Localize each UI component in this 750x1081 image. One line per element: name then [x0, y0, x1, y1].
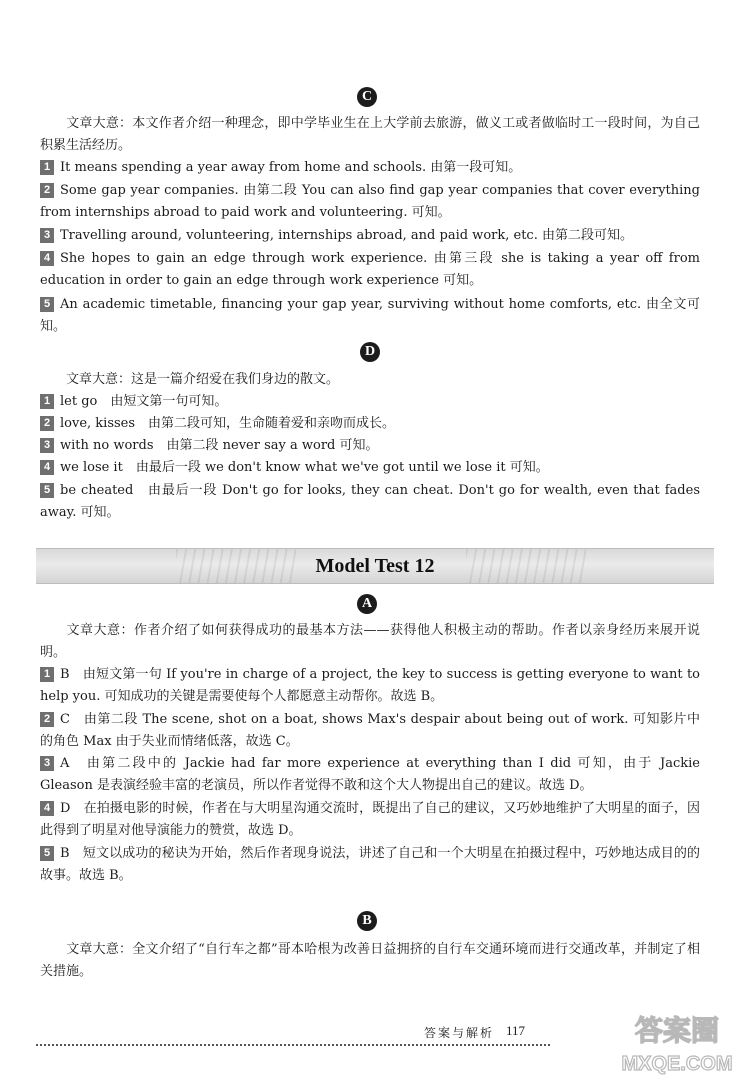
footer-section-label: 答案与解析 [424, 1026, 495, 1040]
answer-number: 1 [40, 160, 54, 175]
answer-item [40, 294, 700, 338]
summary-label: 文章大意： [66, 623, 134, 638]
answer-text: It means spending a year away from home and schools. 由第一段可知。 [60, 160, 522, 175]
page-number: 117 [506, 1023, 526, 1038]
answer-item [40, 248, 700, 292]
answer-item [40, 225, 700, 247]
answer-text: with no words 由第二段 never say a word 可知。 [60, 438, 379, 453]
answer-number: 2 [40, 712, 54, 727]
section-a-badge: A [357, 594, 377, 614]
watermark-text-top: 答案圈 [634, 1014, 720, 1047]
answer-text: Some gap year companies. 由第二段 You can also find gap year companies that cover everything from internships abroad to paid work and volunteering. 可知。 [40, 183, 700, 220]
answer-item [40, 798, 700, 842]
section-c-summary [40, 113, 700, 157]
answer-item [40, 157, 700, 179]
summary-label: 文章大意： [66, 942, 133, 957]
answer-number: 4 [40, 801, 54, 816]
answer-item [40, 709, 700, 753]
answer-text: Travelling around, volunteering, internships abroad, and paid work, etc. 由第二段可知。 [60, 228, 633, 243]
answer-number: 5 [40, 483, 54, 498]
answer-number: 5 [40, 297, 54, 312]
section-a-summary [40, 620, 700, 664]
model-test-title: Model Test 12 [315, 555, 435, 577]
section-b-badge: B [357, 911, 377, 931]
answer-number: 3 [40, 228, 54, 243]
answer-item [40, 457, 700, 479]
answer-text: B 由短文第一句 If you're in charge of a project, the key to success is getting everyone to want to help you. 可知成功的关键是需要使每个人都愿意主动帮你。故选 B。 [40, 667, 700, 704]
answer-item [40, 753, 700, 797]
answer-number: 1 [40, 394, 54, 409]
model-test-banner [36, 548, 714, 584]
answer-item [40, 435, 700, 457]
summary-text: 本文作者介绍一种理念，即中学毕业生在上大学前去旅游，做义工或者做临时工一段时间，为自己积累生活经历。 [40, 116, 700, 153]
answer-item [40, 843, 700, 887]
answer-text: we lose it 由最后一段 we don't know what we've got until we lose it 可知。 [60, 460, 549, 475]
answer-number: 3 [40, 438, 54, 453]
answer-item [40, 664, 700, 708]
answer-text: love, kisses 由第二段可知，生命随着爱和亲吻而成长。 [60, 416, 396, 431]
answer-text: A 由第二段中的 Jackie had far more experience at everything than I did 可知，由于 Jackie Gleason 是表演经验丰富的老演员，所以作者觉得不敢和这个大人物提出自己的建议。故选 D。 [40, 756, 700, 793]
answer-text: C 由第二段 The scene, shot on a boat, shows Max's despair about being out of work. 可知影片中的角色 Max 由于失业而情绪低落，故选 C。 [40, 712, 700, 749]
summary-text: 作者介绍了如何获得成功的最基本方法——获得他人积极主动的帮助。作者以亲身经历来展开说明。 [40, 623, 700, 660]
section-c-badge: C [357, 87, 377, 107]
answer-item [40, 180, 700, 224]
answer-number: 2 [40, 183, 54, 198]
answer-number: 4 [40, 460, 54, 475]
summary-text: 全文介绍了“自行车之都”哥本哈根为改善日益拥挤的自行车交通环境而进行交通改革，并制定了相关措施。 [40, 942, 700, 979]
section-d-badge: D [360, 342, 380, 362]
answer-item [40, 480, 700, 524]
answer-number: 1 [40, 667, 54, 682]
answer-number: 5 [40, 846, 54, 861]
summary-label: 文章大意： [66, 116, 133, 131]
section-b-summary [40, 939, 700, 983]
section-d-summary [40, 369, 700, 391]
footer-divider [36, 1044, 550, 1046]
answer-item [40, 413, 700, 435]
answer-text: An academic timetable, financing your gap year, surviving without home comforts, etc. 由全文可知。 [40, 297, 700, 334]
answer-text: let go 由短文第一句可知。 [60, 394, 228, 409]
answer-text: She hopes to gain an edge through work experience. 由第三段 she is taking a year off from education in order to gain an edge through work experience 可知。 [40, 251, 700, 288]
answer-number: 2 [40, 416, 54, 431]
watermark-text-bottom: MXQE.COM [621, 1053, 733, 1075]
answer-text: be cheated 由最后一段 Don't go for looks, they can cheat. Don't go for wealth, even that fades away. 可知。 [40, 483, 700, 520]
answer-text: D 在拍摄电影的时候，作者在与大明星沟通交流时，既提出了自己的建议，又巧妙地维护了大明星的面子，因此得到了明星对他导演能力的赞赏，故选 D。 [40, 801, 700, 838]
answer-text: B 短文以成功的秘诀为开始，然后作者现身说法，讲述了自己和一个大明星在拍摄过程中，巧妙地达成目的的故事。故选 B。 [40, 846, 700, 883]
watermark-logo [612, 1008, 742, 1076]
answer-item [40, 391, 700, 413]
answer-number: 3 [40, 756, 54, 771]
summary-label: 文章大意： [66, 372, 132, 387]
answer-number: 4 [40, 251, 54, 266]
summary-text: 这是一篇介绍爱在我们身边的散文。 [131, 372, 340, 387]
